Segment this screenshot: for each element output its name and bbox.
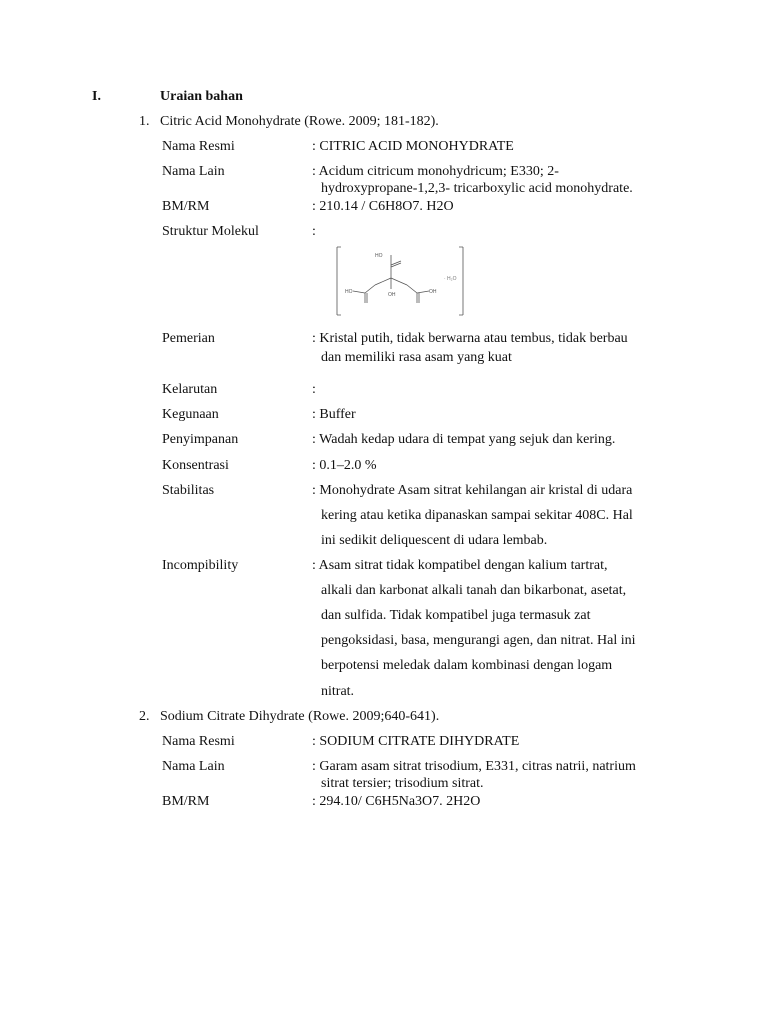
nama-resmi-label: Nama Resmi [162, 139, 235, 154]
structure-oh-left: HO [345, 289, 353, 295]
nama-lain-value-1: : Acidum citricum monohydricum; E330; 2- [312, 164, 559, 179]
stabilitas-value-1: : Monohydrate Asam sitrat kehilangan air kristal di udara [312, 483, 633, 498]
nama-lain-2-label: Nama Lain [162, 759, 225, 774]
material-2-number: 2. [139, 709, 150, 724]
incompibility-value-5: berpotensi meledak dalam kombinasi dengan logam [321, 658, 613, 673]
kelarutan-colon: : [312, 382, 316, 397]
structure-oh-right: OH [429, 289, 437, 295]
nama-lain-label: Nama Lain [162, 164, 225, 179]
stabilitas-value-3: ini sedikit deliquescent di udara lembab. [321, 533, 548, 548]
material-1-ref: (Rowe. 2009; 181-182). [304, 114, 439, 129]
penyimpanan-value: : Wadah kedap udara di tempat yang sejuk dan kering. [312, 432, 616, 447]
stabilitas-label: Stabilitas [162, 483, 215, 498]
incompibility-value-2: alkali dan karbonat alkali tanah dan bikarbonat, asetat, [321, 583, 627, 598]
section-title: Uraian bahan [160, 89, 243, 104]
material-2-name: Sodium Citrate Dihydrate [160, 709, 305, 724]
bm-rm-2-label: BM/RM [162, 794, 210, 809]
konsentrasi-label: Konsentrasi [162, 458, 229, 473]
incompibility-value-3: dan sulfida. Tidak kompatibel juga termasuk zat [321, 608, 591, 623]
bm-rm-label: BM/RM [162, 199, 210, 214]
bm-rm-2-value: : 294.10/ C6H5Na3O7. 2H2O [312, 794, 481, 809]
kegunaan-label: Kegunaan [162, 407, 219, 422]
kegunaan-value: : Buffer [312, 407, 356, 422]
incompibility-value-1: : Asam sitrat tidak kompatibel dengan kalium tartrat, [312, 558, 608, 573]
konsentrasi-value: : 0.1–2.0 % [312, 458, 377, 473]
incompibility-value-6: nitrat. [321, 684, 355, 699]
nama-resmi-2-value: : SODIUM CITRATE DIHYDRATE [312, 734, 520, 749]
bm-rm-value: : 210.14 / C6H8O7. H2O [312, 199, 454, 214]
material-2-ref: (Rowe. 2009;640-641). [308, 709, 440, 724]
nama-resmi-value: : CITRIC ACID MONOHYDRATE [312, 139, 514, 154]
material-1-heading [160, 113, 439, 130]
nama-lain-value-2: hydroxypropane-1,2,3- tricarboxylic acid monohydrate. [321, 181, 633, 196]
incompibility-label: Incompibility [162, 558, 239, 573]
material-2-heading [160, 708, 439, 725]
pemerian-value-1: : Kristal putih, tidak berwarna atau tembus, tidak berbau [312, 331, 628, 346]
struktur-colon: : [312, 224, 316, 239]
kelarutan-label: Kelarutan [162, 382, 218, 397]
section-numeral: I. [92, 89, 101, 104]
pemerian-value-2: dan memiliki rasa asam yang kuat [321, 350, 512, 365]
material-1-number: 1. [139, 114, 150, 129]
incompibility-value-4: pengoksidasi, basa, mengurangi agen, dan nitrat. Hal ini [321, 633, 636, 648]
penyimpanan-label: Penyimpanan [162, 432, 239, 447]
pemerian-label: Pemerian [162, 331, 215, 346]
nama-lain-2-value-2: sitrat tersier; trisodium sitrat. [321, 776, 484, 791]
structure-oh-center: OH [388, 292, 396, 298]
structure-hydrate-label: · H₂O [444, 276, 457, 282]
stabilitas-value-2: kering atau ketika dipanaskan sampai sekitar 408C. Hal [321, 508, 633, 523]
structure-oh-top: HO [375, 253, 383, 259]
nama-lain-2-value-1: : Garam asam sitrat trisodium, E331, citras natrii, natrium [312, 759, 636, 774]
struktur-label: Struktur Molekul [162, 224, 259, 239]
material-1-name: Citric Acid Monohydrate [160, 114, 301, 129]
nama-resmi-2-label: Nama Resmi [162, 734, 235, 749]
